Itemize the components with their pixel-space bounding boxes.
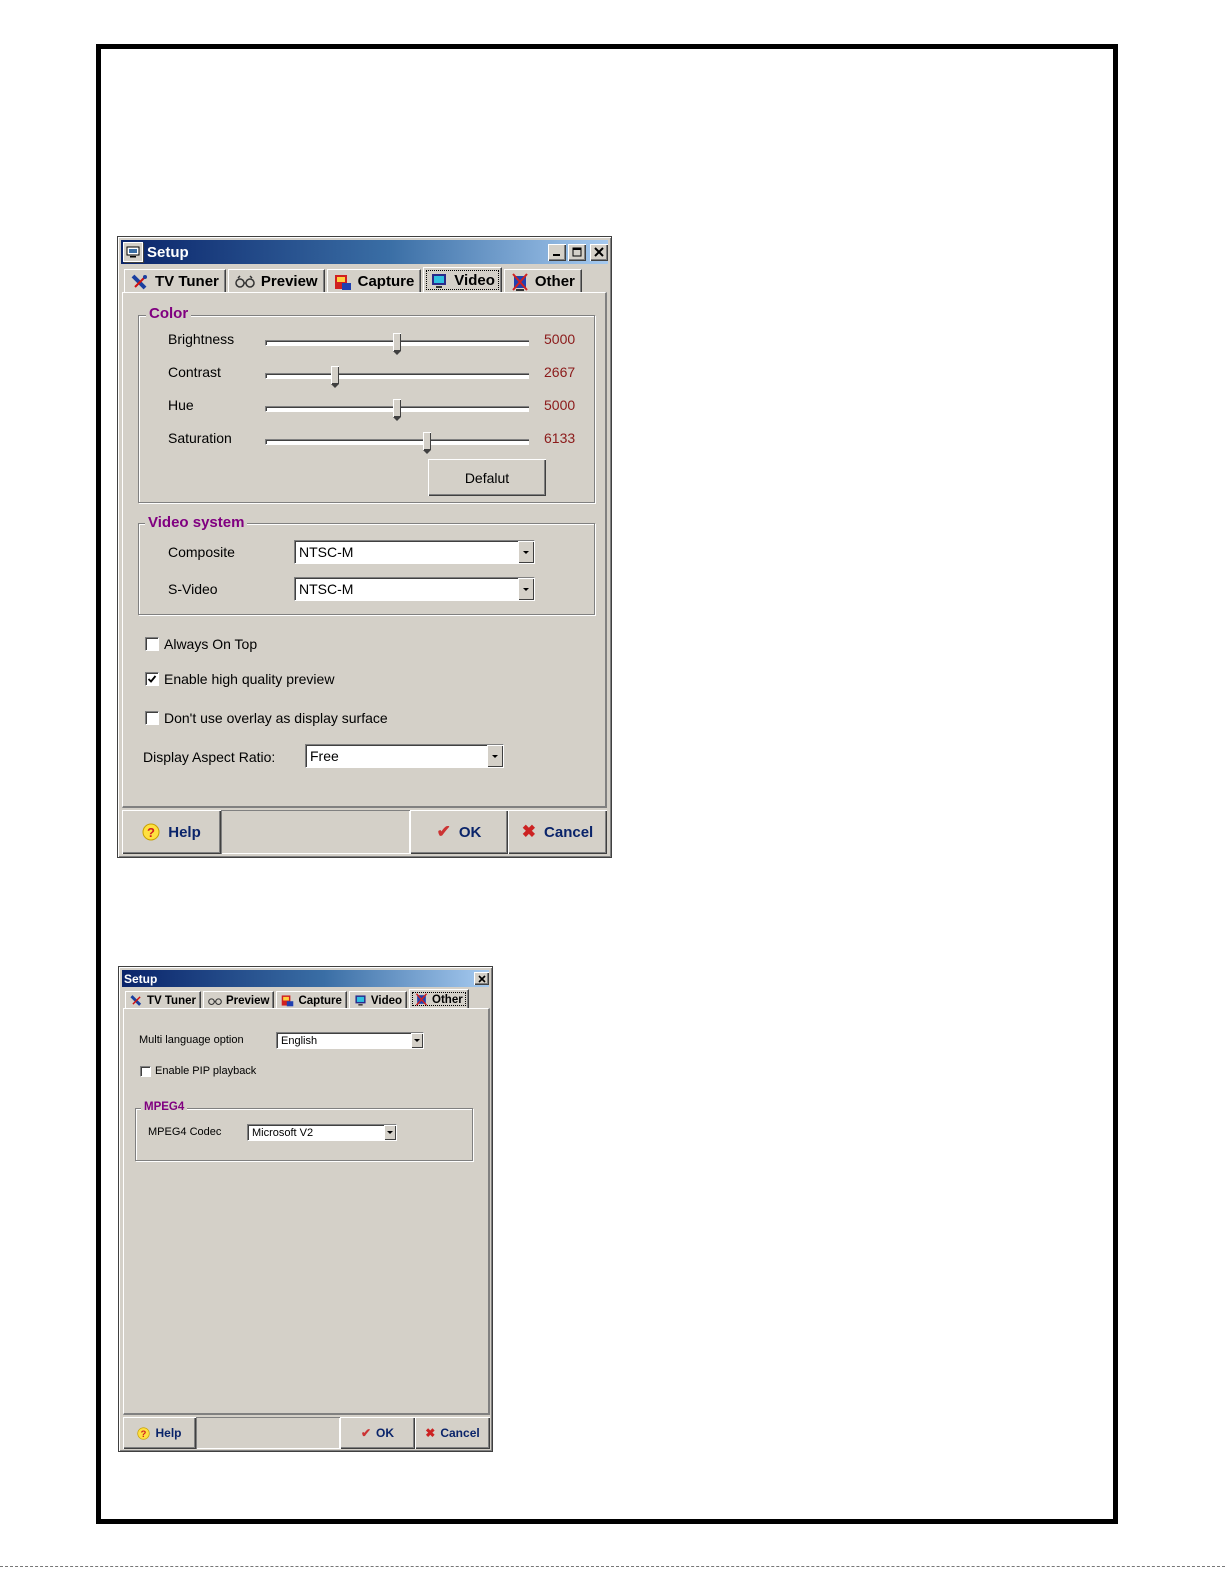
help-label: Help [155, 1426, 182, 1440]
hue-label: Hue [168, 397, 194, 413]
satellite-icon [131, 273, 149, 291]
video-system-group [138, 523, 595, 615]
contrast-value: 2667 [544, 364, 576, 380]
ok-label: OK [376, 1426, 395, 1440]
status-bar [221, 810, 410, 854]
always-on-top-label: Always On Top [164, 636, 258, 652]
mpeg4-codec-select[interactable] [247, 1124, 397, 1141]
slider-thumb[interactable] [393, 399, 401, 417]
tab-other[interactable] [409, 989, 469, 1009]
language-label: Multi language option [139, 1034, 244, 1046]
slider-track [265, 439, 529, 445]
composite-label: Composite [168, 544, 235, 560]
close-icon [594, 247, 604, 257]
mpeg4-group-label: MPEG4 [141, 1101, 187, 1113]
tab-tv-tuner[interactable] [125, 991, 201, 1009]
tab-other[interactable] [504, 269, 582, 293]
svideo-label: S-Video [168, 581, 218, 597]
saturation-slider[interactable] [265, 432, 529, 454]
help-button[interactable] [123, 1417, 196, 1449]
app-icon [123, 242, 143, 262]
tab-label: TV Tuner [147, 994, 196, 1007]
language-select[interactable] [276, 1032, 424, 1049]
tab-label: Other [432, 993, 463, 1006]
mpeg4-codec-label: MPEG4 Codec [148, 1126, 222, 1138]
brightness-value: 5000 [544, 331, 576, 347]
x-icon: ✖ [425, 1426, 436, 1440]
check-icon: ✔ [436, 822, 451, 841]
tab-label: Video [370, 994, 403, 1007]
glasses-icon [235, 275, 255, 289]
question-icon [137, 1427, 150, 1440]
saturation-value: 6133 [544, 430, 576, 446]
slider-thumb[interactable] [393, 333, 401, 351]
aspect-ratio-label: Display Aspect Ratio: [143, 749, 276, 765]
tab-strip [124, 267, 584, 293]
high-quality-preview-checkbox[interactable] [145, 672, 159, 686]
chevron-down-icon[interactable] [487, 745, 503, 767]
tab-tv-tuner[interactable] [124, 269, 226, 293]
close-icon [478, 975, 486, 983]
cancel-button[interactable] [415, 1417, 490, 1449]
minimize-icon [552, 247, 562, 257]
pip-checkbox[interactable] [140, 1066, 151, 1077]
svg-text:?: ? [141, 1428, 147, 1439]
no-overlay-label: Don't use overlay as display surface [164, 710, 388, 726]
composite-select[interactable] [294, 540, 535, 564]
x-icon: ✖ [521, 822, 537, 841]
aspect-ratio-select[interactable] [305, 744, 504, 768]
checkmark-icon [147, 674, 157, 684]
composite-select-value: NTSC-M [299, 544, 354, 560]
close-button[interactable] [590, 244, 608, 261]
tab-preview[interactable] [203, 991, 274, 1009]
brightness-slider[interactable] [265, 333, 529, 355]
window-title: Setup [147, 243, 189, 261]
page-divider [0, 1566, 1225, 1567]
setup-window-video [117, 236, 612, 858]
close-button[interactable] [474, 972, 489, 985]
hue-slider[interactable] [265, 399, 529, 421]
glasses-icon [208, 996, 222, 1006]
setup-window-other [118, 966, 493, 1452]
cancel-label: Cancel [440, 1426, 480, 1440]
status-bar [196, 1417, 340, 1449]
tab-strip [125, 989, 471, 1009]
tab-label: Capture [357, 273, 415, 290]
high-quality-preview-label: Enable high quality preview [164, 671, 335, 687]
chevron-down-icon[interactable] [384, 1125, 396, 1140]
other-icon [511, 272, 529, 292]
tab-label: Other [534, 273, 575, 290]
tab-preview[interactable] [228, 269, 325, 293]
satellite-icon [130, 994, 143, 1007]
saturation-label: Saturation [168, 430, 232, 446]
pip-label: Enable PIP playback [155, 1065, 257, 1077]
tab-video[interactable] [349, 991, 407, 1009]
maximize-icon [572, 247, 582, 257]
window-title: Setup [124, 971, 158, 986]
svideo-select[interactable] [294, 577, 535, 601]
check-icon: ✔ [360, 1426, 372, 1440]
tab-label: TV Tuner [155, 273, 219, 290]
svideo-select-value: NTSC-M [299, 581, 354, 597]
video-system-group-label: Video system [145, 514, 247, 531]
ok-button[interactable] [410, 810, 508, 854]
tab-label: Preview [260, 273, 318, 290]
slider-thumb[interactable] [331, 366, 339, 384]
tab-label: Video [454, 272, 495, 289]
monitor-icon [430, 272, 448, 290]
ok-label: OK [458, 823, 482, 841]
help-label: Help [168, 823, 201, 841]
default-button[interactable]: Defalut [428, 459, 546, 496]
svg-text:?: ? [147, 825, 156, 840]
mpeg4-codec-select-value: Microsoft V2 [252, 1126, 314, 1139]
capture-icon [334, 273, 352, 291]
capture-icon [281, 994, 294, 1007]
ok-button[interactable] [340, 1417, 415, 1449]
title-bar[interactable] [122, 970, 489, 987]
cancel-label: Cancel [544, 823, 594, 841]
other-icon [415, 992, 428, 1007]
hue-value: 5000 [544, 397, 576, 413]
minimize-button[interactable] [548, 244, 566, 261]
no-overlay-checkbox[interactable] [145, 711, 159, 725]
always-on-top-checkbox[interactable] [145, 637, 159, 651]
slider-thumb[interactable] [423, 432, 431, 450]
brightness-label: Brightness [168, 331, 235, 347]
chevron-down-icon[interactable] [411, 1033, 423, 1048]
tab-capture[interactable] [276, 991, 346, 1009]
chevron-down-icon[interactable] [518, 541, 534, 563]
question-icon [142, 823, 160, 841]
help-button[interactable] [122, 810, 221, 854]
maximize-button[interactable] [568, 244, 586, 261]
title-bar[interactable] [121, 240, 608, 264]
color-group-label: Color [146, 305, 191, 322]
monitor-icon [354, 994, 367, 1007]
aspect-ratio-select-value: Free [310, 748, 339, 764]
tab-video[interactable] [423, 267, 502, 293]
tab-capture[interactable] [327, 269, 422, 293]
contrast-label: Contrast [168, 364, 221, 380]
tab-label: Preview [225, 994, 270, 1007]
chevron-down-icon[interactable] [518, 578, 534, 600]
cancel-button[interactable] [508, 810, 607, 854]
tab-label: Capture [298, 994, 342, 1007]
slider-track [265, 373, 529, 379]
language-select-value: English [281, 1034, 318, 1047]
contrast-slider[interactable] [265, 366, 529, 388]
